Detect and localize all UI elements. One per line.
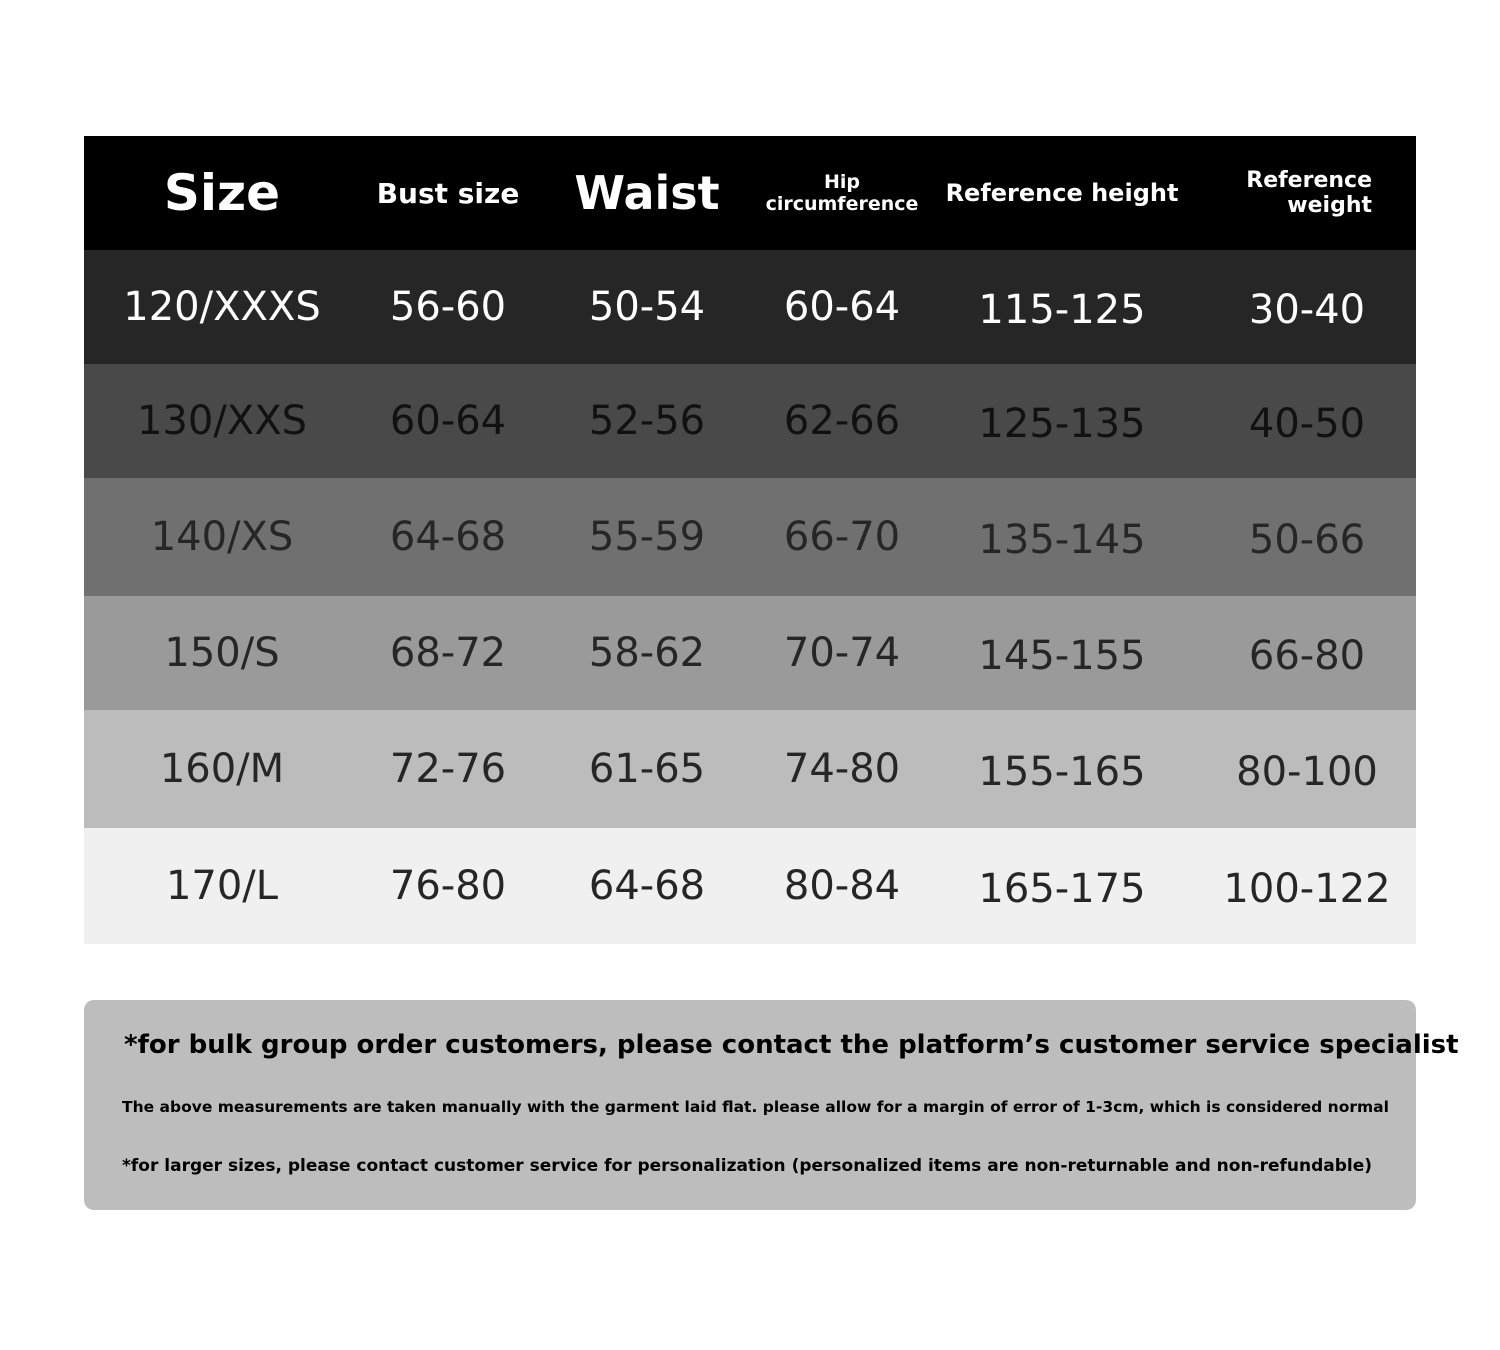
table-row [84, 250, 1416, 364]
cell-weight: 66-80 [1248, 633, 1366, 679]
cell-hip: 66-70 [783, 514, 901, 560]
cell-waist: 61-65 [588, 746, 706, 792]
table-row [84, 828, 1416, 944]
header-weight [1198, 168, 1416, 218]
table-row [84, 364, 1416, 478]
header-weight-line1: Reference [1246, 168, 1372, 193]
larger-sizes-note: *for larger sizes, please contact customer service for personalization (personalized items are non-returnable and non-refundable) [122, 1156, 1373, 1176]
cell-waist: 52-56 [588, 398, 706, 444]
table-row [84, 710, 1416, 828]
notes-panel [84, 1000, 1459, 1210]
cell-waist: 50-54 [588, 284, 706, 330]
cell-hip: 60-64 [783, 284, 901, 330]
cell-weight: 30-40 [1248, 287, 1366, 333]
cell-bust: 56-60 [389, 284, 507, 330]
cell-height: 135-145 [978, 517, 1146, 563]
header-waist: Waist [574, 166, 720, 220]
cell-height: 145-155 [978, 633, 1146, 679]
cell-height: 155-165 [978, 749, 1146, 795]
cell-weight: 80-100 [1236, 749, 1378, 795]
header-hip [758, 171, 926, 215]
cell-size: 170/L [165, 863, 279, 909]
size-chart-table [84, 136, 1416, 944]
cell-hip: 70-74 [783, 630, 901, 676]
cell-height: 125-135 [978, 401, 1146, 447]
cell-weight: 40-50 [1248, 401, 1366, 447]
measurement-note: The above measurements are taken manually with the garment laid flat. please allow for a margin of error of 1-3cm, which is considered normal [122, 1098, 1389, 1116]
cell-size: 160/M [159, 746, 285, 792]
header-hip-line1: Hip [823, 171, 860, 193]
cell-size: 130/XXS [136, 398, 308, 444]
cell-bust: 60-64 [389, 398, 507, 444]
cell-waist: 58-62 [588, 630, 706, 676]
header-hip-line2: circumference [765, 193, 919, 215]
cell-weight: 50-66 [1248, 517, 1366, 563]
header-height: Reference height [945, 179, 1179, 207]
table-row [84, 596, 1416, 710]
cell-hip: 74-80 [783, 746, 901, 792]
header-size: Size [163, 164, 281, 222]
header-weight-line2: weight [1287, 193, 1372, 218]
cell-bust: 68-72 [389, 630, 507, 676]
header-bust: Bust size [376, 176, 520, 210]
cell-size: 140/XS [150, 514, 294, 560]
table-row [84, 478, 1416, 596]
cell-height: 165-175 [978, 866, 1146, 912]
cell-height: 115-125 [978, 287, 1146, 333]
table-header-row [84, 136, 1416, 250]
cell-bust: 64-68 [389, 514, 507, 560]
cell-size: 120/XXXS [123, 284, 321, 330]
cell-hip: 80-84 [783, 863, 901, 909]
cell-hip: 62-66 [783, 398, 901, 444]
cell-bust: 76-80 [389, 863, 507, 909]
cell-size: 150/S [164, 630, 280, 676]
bulk-order-note: *for bulk group order customers, please contact the platform’s customer service specialist [124, 1030, 1459, 1060]
cell-waist: 64-68 [588, 863, 706, 909]
cell-waist: 55-59 [588, 514, 706, 560]
cell-weight: 100-122 [1223, 866, 1391, 912]
cell-bust: 72-76 [389, 746, 507, 792]
